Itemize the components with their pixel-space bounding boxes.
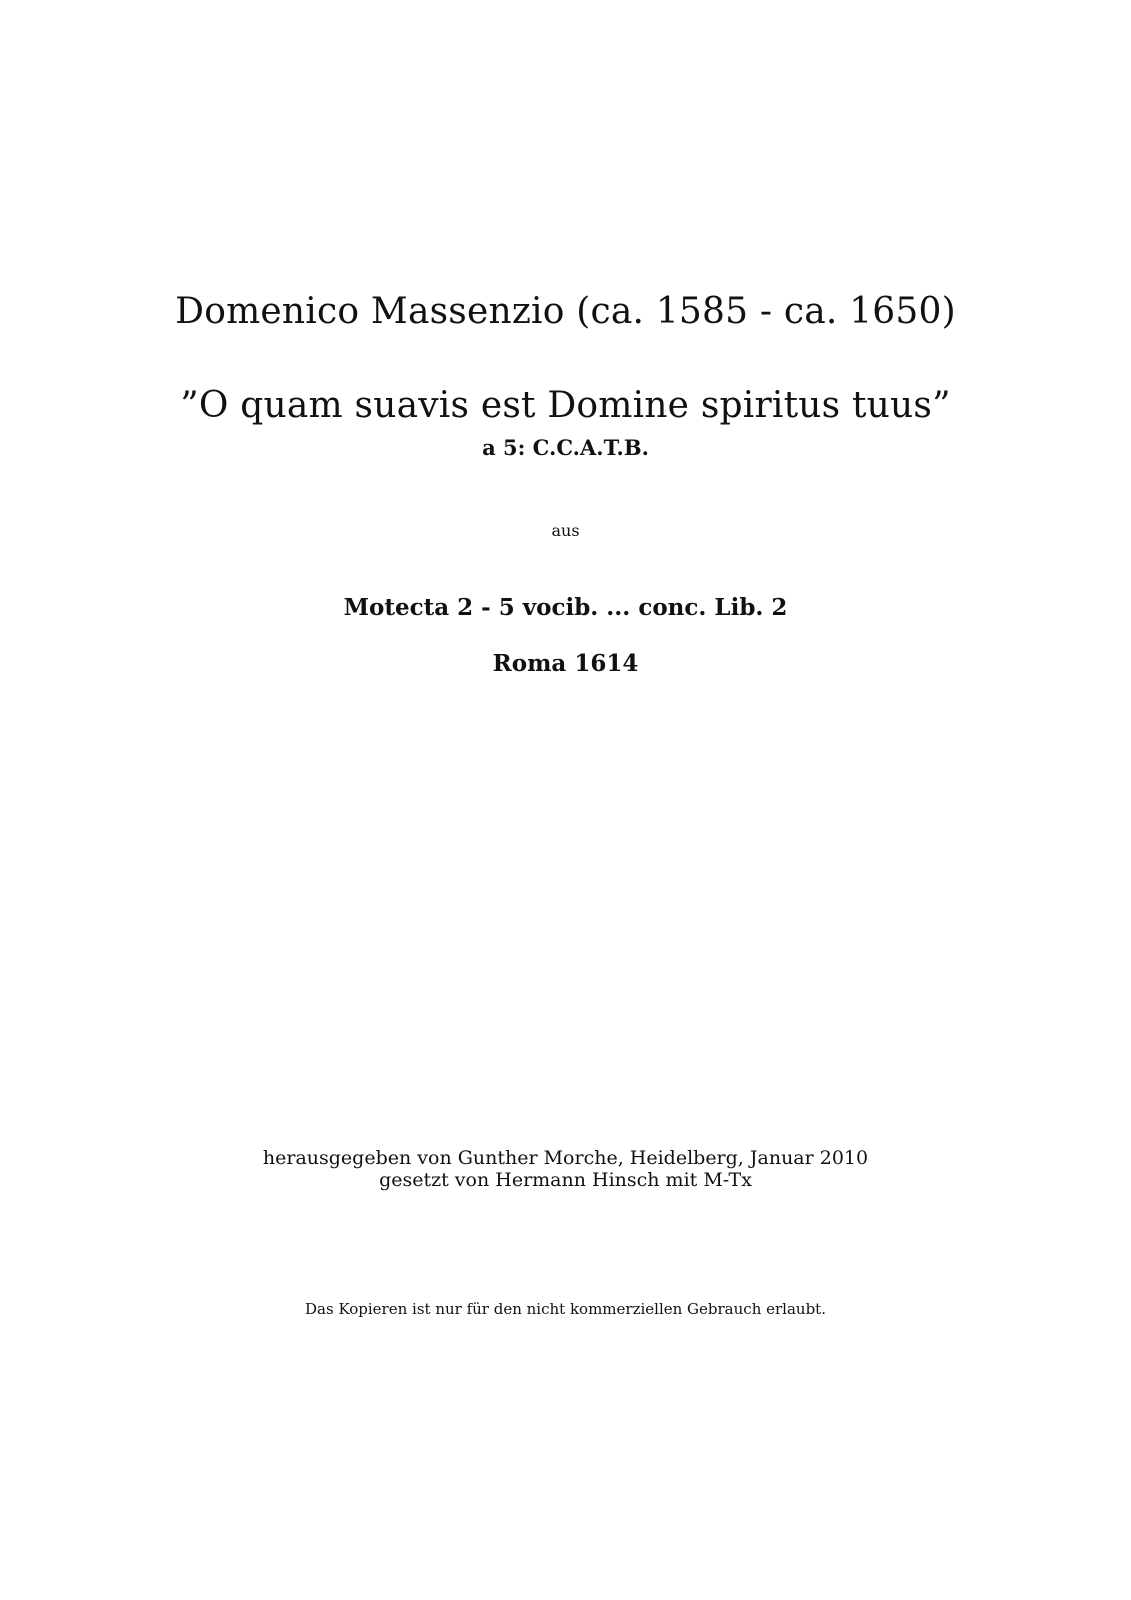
collection-title: Motecta 2 - 5 vocib. ... conc. Lib. 2 [343,594,788,621]
publication-place-year: Roma 1614 [492,650,639,677]
work-title: ”O quam suavis est Domine spiritus tuus” [180,385,951,426]
composer-heading: Domenico Massenzio (ca. 1585 - ca. 1650) [175,291,956,332]
editor-credit: herausgegeben von Gunther Morche, Heidelberg, Januar 2010 [262,1147,869,1169]
copyright-notice: Das Kopieren ist nur für den nicht kommerziellen Gebrauch erlaubt. [305,1300,826,1318]
source-preposition: aus [551,521,580,540]
typesetter-credit: gesetzt von Hermann Hinsch mit M-Tx [379,1169,752,1191]
voicing: a 5: C.C.A.T.B. [482,435,649,460]
